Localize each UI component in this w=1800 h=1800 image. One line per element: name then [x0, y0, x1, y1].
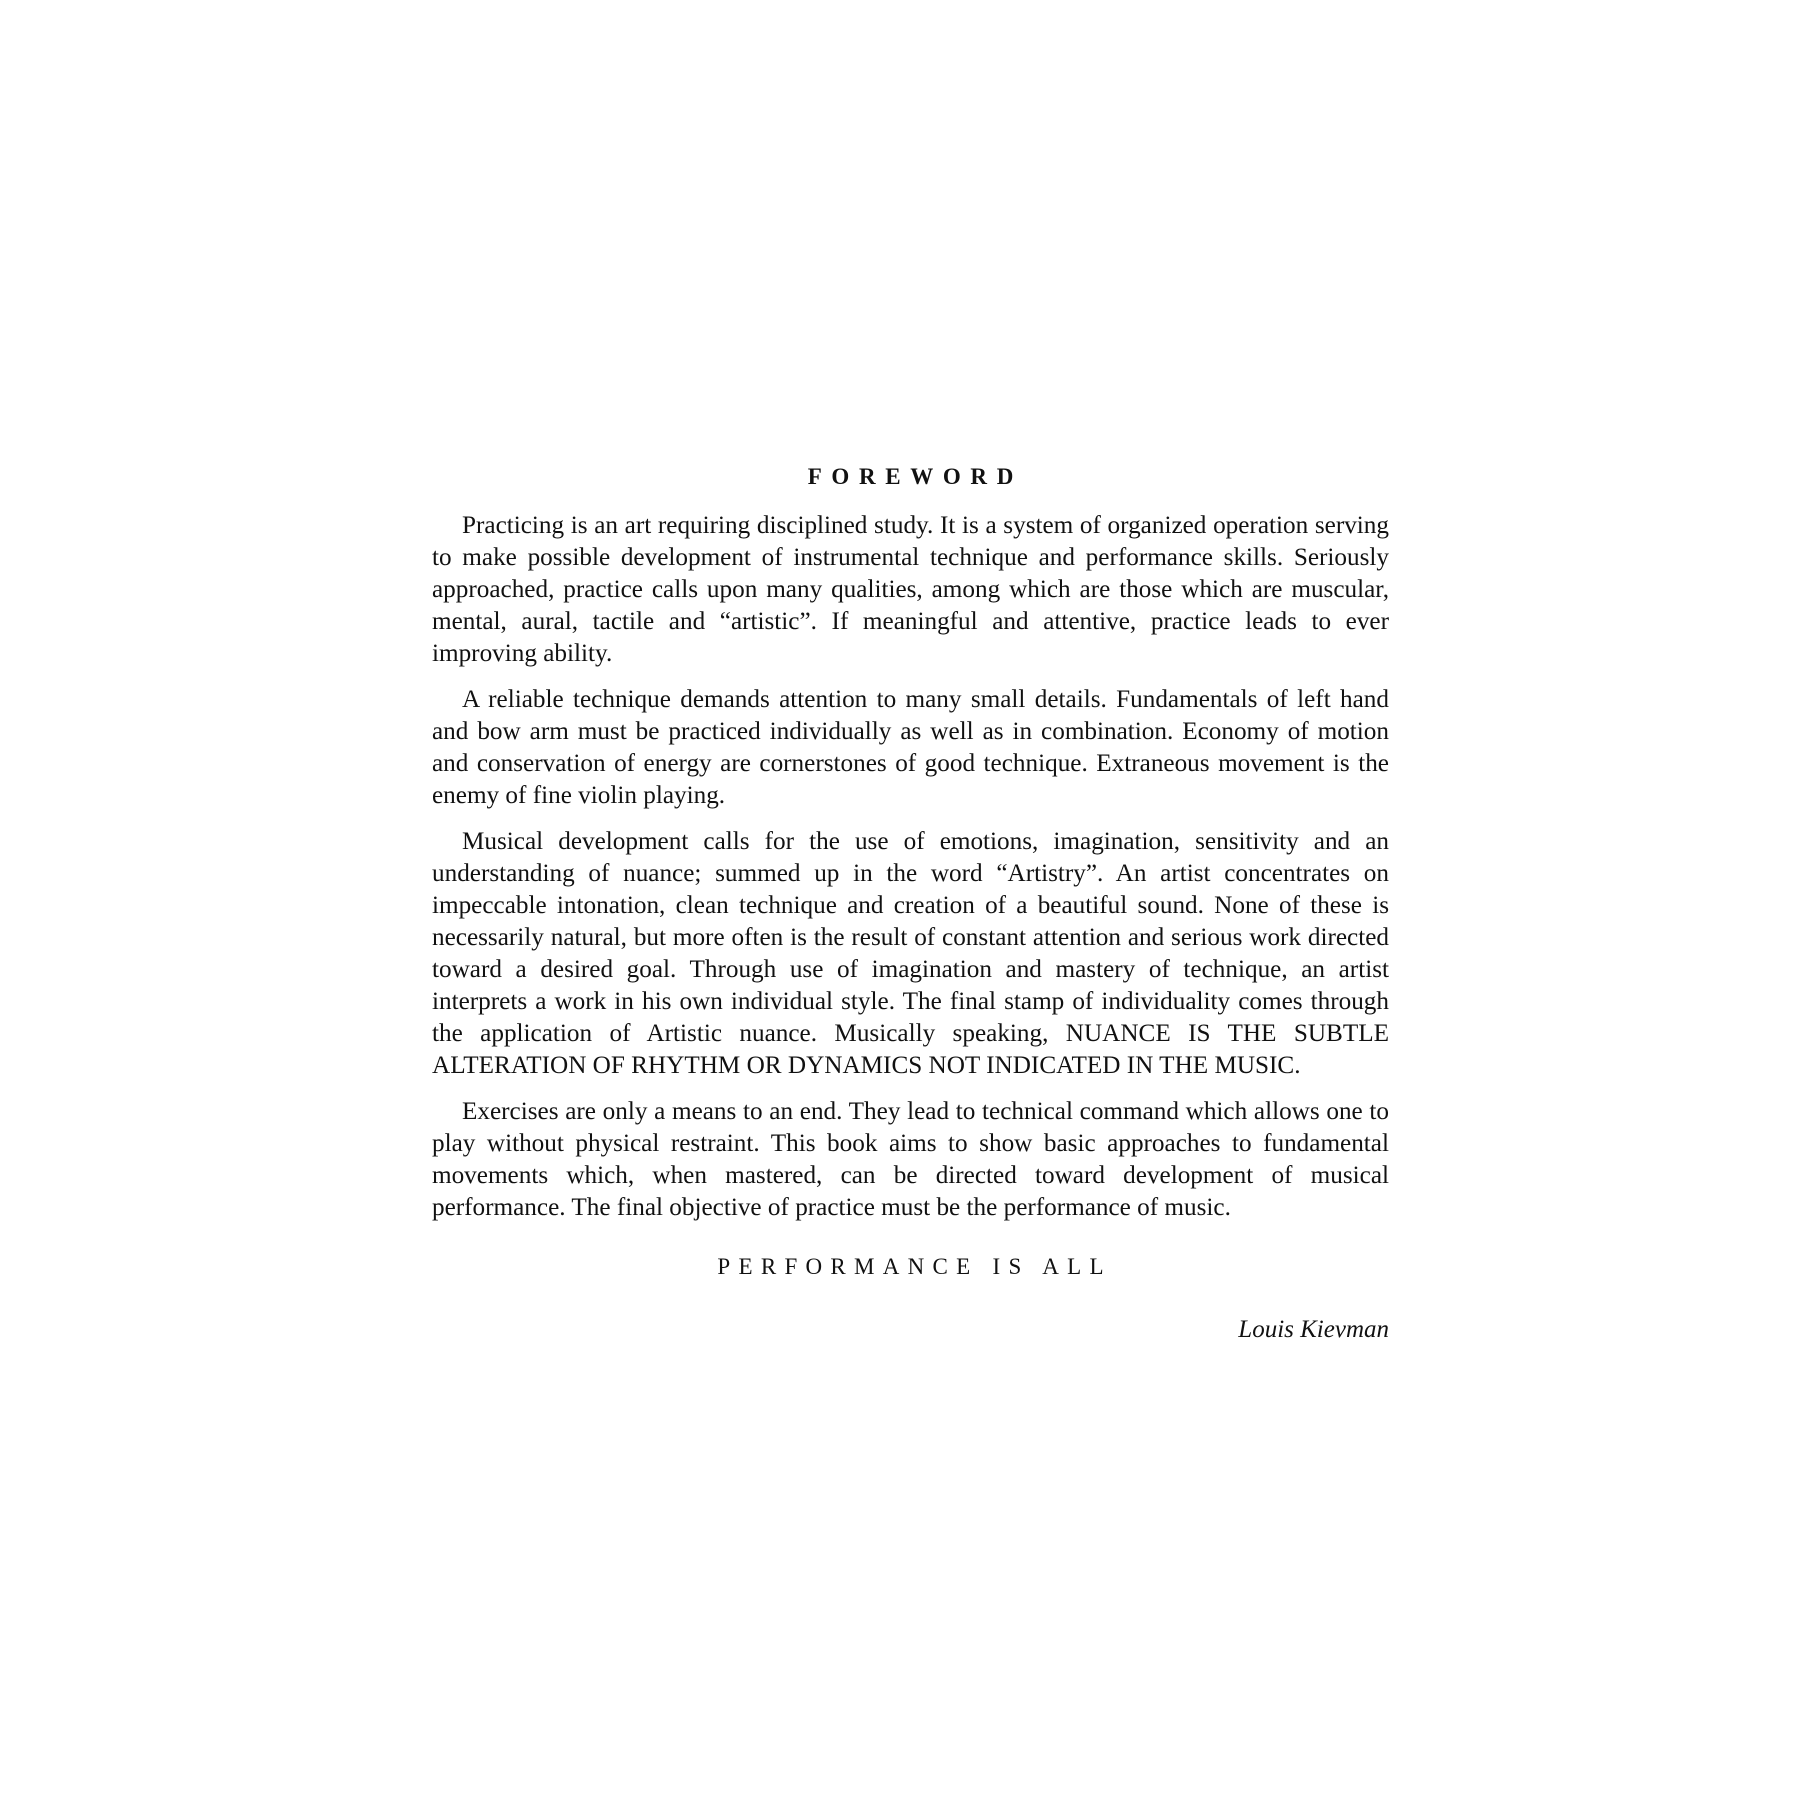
page-title: FOREWORD	[807, 464, 1023, 489]
paragraph-practicing: Practicing is an art requiring disciplined study. It is a system of organized operation serving to make possible development of instrumental technique and performance skills. Seriously approached, practice calls upon many qualities, among which are those which are muscular, mental, aural, tactile and “artistic”. If meaningful and attentive, practice leads to ever improving ability.	[432, 512, 1389, 667]
paragraph-exercises: Exercises are only a means to an end. They lead to technical command which allows one to play without physical restraint. This book aims to show basic approaches to fundamental movements which, when mastered, can be directed toward development of musical performance. The final objective of practice must be the performance of music.	[432, 1098, 1389, 1221]
paragraph-technique: A reliable technique demands attention to many small details. Fundamentals of left hand and bow arm must be practiced individually as well as in combination. Economy of motion and conservation of energy are cornerstones of good technique. Extraneous movement is the enemy of fine violin playing.	[432, 686, 1389, 809]
paragraph-musical-development: Musical development calls for the use of emotions, imagination, sensitivity and an understanding of nuance; summed up in the word “Artistry”. An artist concentrates on impeccable intonation, clean technique and creation of a beautiful sound. None of these is necessarily natural, but more often is the result of constant attention and serious work directed toward a desired goal. Through use of imagination and mastery of technique, an artist interprets a work in his own individual style. The final stamp of individuality comes through the application of Artistic nuance. Musically speaking, NUANCE IS THE SUBTLE ALTERATION OF RHYTHM OR DYNAMICS NOT INDICATED IN THE MUSIC.	[432, 828, 1389, 1079]
closing-motto: PERFORMANCE IS ALL	[717, 1254, 1112, 1279]
author-signature: Louis Kievman	[1238, 1316, 1389, 1343]
foreword-content	[432, 464, 1389, 1344]
